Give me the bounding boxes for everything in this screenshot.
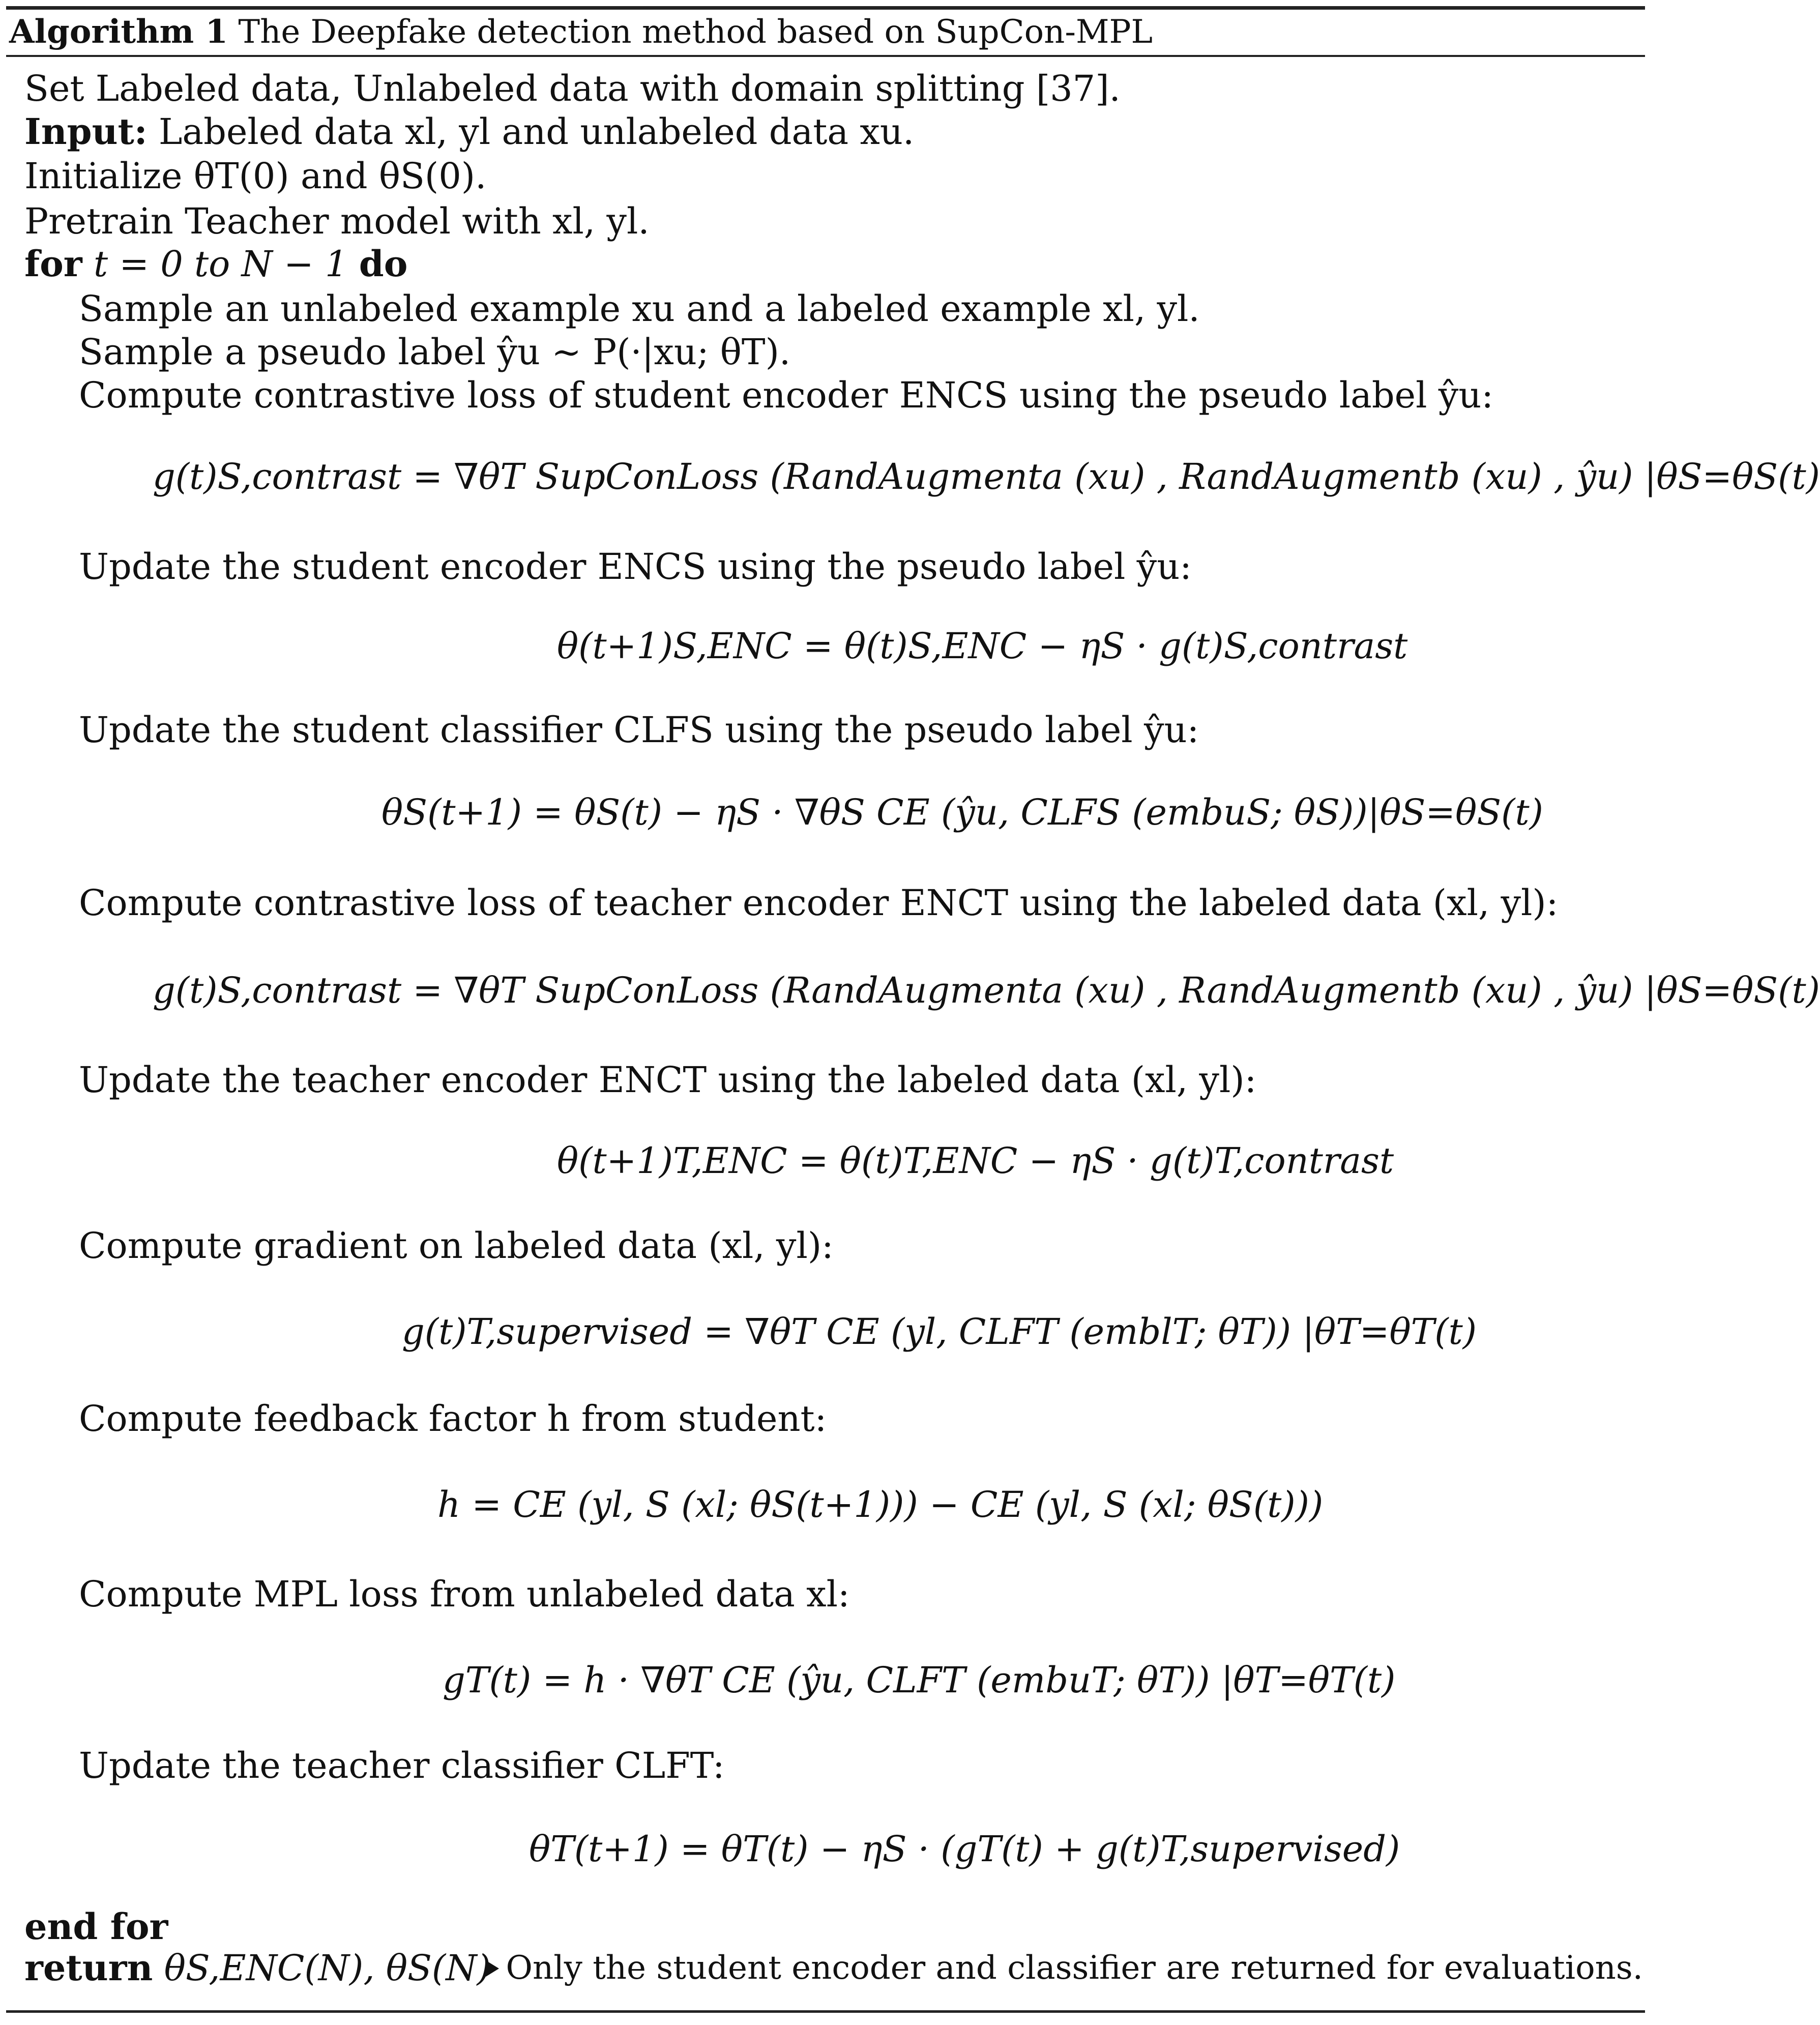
equation-teacher-contrast: g(t)S,contrast = ∇θT SupConLoss (RandAugmenta (xu) , RandAugmentb (xu) , ŷu) |θS=θS(t) [153, 970, 1820, 1011]
update-teacher-classifier-line: Update the teacher classifier CLFT: [79, 1745, 725, 1786]
update-teacher-encoder-line: Update the teacher encoder ENCT using the labeled data (xl, yl): [79, 1059, 1257, 1101]
for-range: t = 0 to N − 1 [93, 243, 348, 285]
pretrain-line: Pretrain Teacher model with xl, yl. [24, 200, 650, 242]
input-text: Labeled data xl, yl and unlabeled data xu. [158, 111, 915, 153]
equation-student-contrast: g(t)S,contrast = ∇θT SupConLoss (RandAugmenta (xu) , RandAugmentb (xu) , ŷu) |θS=θS(t) [153, 456, 1820, 497]
for-line [24, 243, 407, 285]
top-rule [6, 6, 1645, 10]
end-for-line [24, 1905, 168, 1948]
compute-mpl-line: Compute MPL loss from unlabeled data xl: [79, 1573, 850, 1615]
comment-triangle-icon [486, 1960, 499, 1977]
algorithm-caption [9, 10, 1153, 54]
title-rule [6, 55, 1645, 57]
equation-teacher-encoder-update: θ(t+1)T,ENC = θ(t)T,ENC − ηS · g(t)T,contrast [557, 1140, 1394, 1182]
compute-student-contrast-line: Compute contrastive loss of student encoder ENCS using the pseudo label ŷu: [79, 374, 1493, 416]
algorithm-title: The Deepfake detection method based on SupCon-MPL [238, 13, 1153, 51]
equation-student-classifier-update: θS(t+1) = θS(t) − ηS · ∇θS CE (ŷu, CLFS (embuS; θS))|θS=θS(t) [381, 791, 1543, 833]
sample-pseudo-line: Sample a pseudo label ŷu ∼ P(·|xu; θT). [79, 331, 791, 373]
sample-examples-line: Sample an unlabeled example xu and a labeled example xl, yl. [79, 288, 1200, 330]
equation-supervised-gradient: g(t)T,supervised = ∇θT CE (yl, CLFT (emblT; θT)) |θT=θT(t) [402, 1311, 1477, 1353]
compute-gradient-line: Compute gradient on labeled data (xl, yl): [79, 1225, 834, 1267]
return-values: θS,ENC(N), θS(N) [164, 1947, 491, 1989]
do-keyword: do [359, 243, 408, 285]
end-for-keyword: end for [24, 1905, 168, 1948]
for-keyword: for [24, 243, 82, 285]
return-line [24, 1947, 491, 1989]
update-student-encoder-line: Update the student encoder ENCS using the pseudo label ŷu: [79, 546, 1192, 588]
return-comment-text: Only the student encoder and classifier are returned for evaluations. [506, 1949, 1643, 1987]
equation-student-encoder-update: θ(t+1)S,ENC = θ(t)S,ENC − ηS · g(t)S,contrast [557, 625, 1408, 667]
input-keyword: Input: [24, 110, 148, 153]
compute-teacher-contrast-line: Compute contrastive loss of teacher encoder ENCT using the labeled data (xl, yl): [79, 882, 1559, 924]
equation-feedback-factor: h = CE (yl, S (xl; θS(t+1))) − CE (yl, S (xl; θS(t))) [437, 1484, 1324, 1525]
initialize-line: Initialize θT(0) and θS(0). [24, 155, 487, 197]
input-line [24, 110, 914, 153]
algorithm-label: Algorithm 1 [9, 13, 228, 51]
set-data-line: Set Labeled data, Unlabeled data with domain splitting [37]. [24, 68, 1121, 109]
return-keyword: return [24, 1947, 153, 1989]
equation-mpl-loss: gT(t) = h · ∇θT CE (ŷu, CLFT (embuT; θT)) |θT=θT(t) [443, 1659, 1396, 1701]
update-student-classifier-line: Update the student classifier CLFS using the pseudo label ŷu: [79, 709, 1199, 751]
compute-feedback-line: Compute feedback factor h from student: [79, 1398, 827, 1440]
equation-teacher-classifier-update: θT(t+1) = θT(t) − ηS · (gT(t) + g(t)T,supervised) [529, 1828, 1400, 1870]
bottom-rule [6, 2010, 1645, 2013]
return-comment [486, 1947, 1643, 1989]
